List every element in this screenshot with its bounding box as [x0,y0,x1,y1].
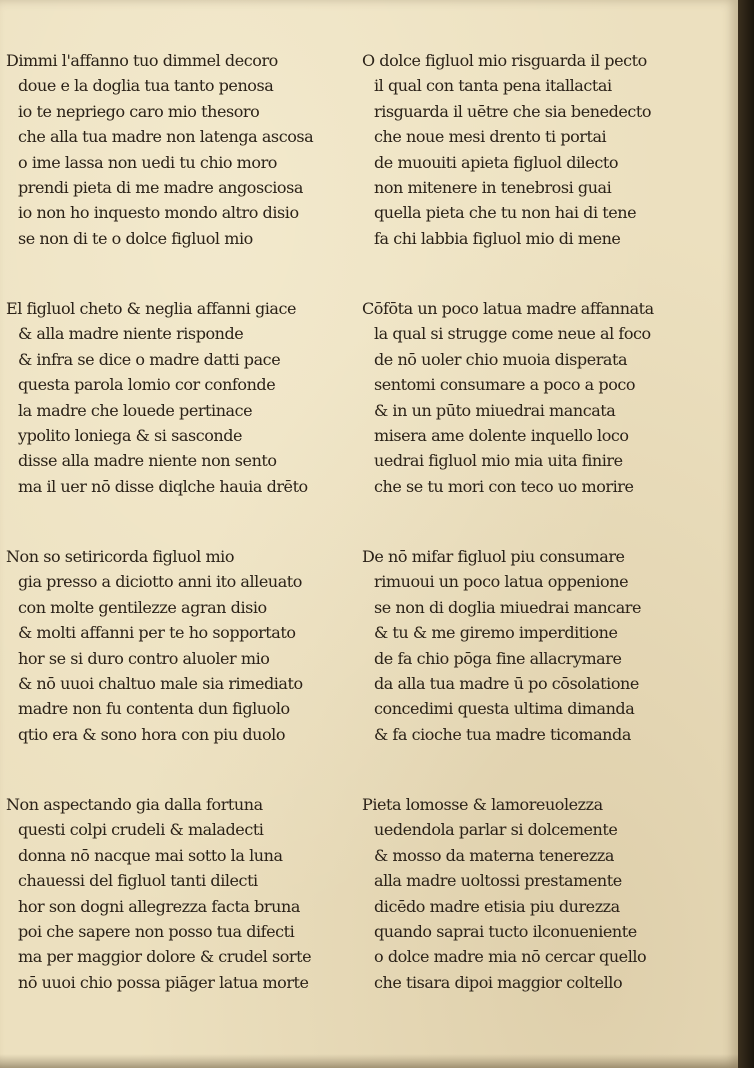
verse-line: ypolito loniega & si sasconde [18,425,243,445]
verse-line: & alla madre niente risponde [18,324,244,344]
stanza [362,544,712,752]
verse-line: poi che sapere non posso tua difecti [18,921,295,941]
verse-line: o ime lassa non uedi tu chio moro [18,152,277,172]
verse-line: questa parola lomio cor confonde [18,375,276,395]
verse-line: prendi pieta di me madre angosciosa [18,177,303,197]
verse-line: & fa cioche tua madre ticomanda [374,724,631,744]
verse-line: quella pieta che tu non hai di tene [374,203,637,223]
verse-line: qtio era & sono hora con piu duolo [18,724,286,744]
verse-line: Dimmi l'affanno tuo dimmel decoro [6,51,278,70]
verse-line: la madre che louede pertinace [18,400,253,420]
verse-line: de muouiti apieta figluol dilecto [374,152,619,172]
verse-line: uedrai figluol mio mia uita finire [374,451,623,471]
page-gutter-edge [738,0,754,1068]
verse-line: hor se si duro contro aluoler mio [18,648,270,668]
verse-line: o dolce madre mia nō cercar quello [374,947,647,967]
verse-line: Cōfōta un poco latua madre affannata [362,299,654,318]
verse-line: de fa chio pōga fine allacrymare [374,648,622,668]
verse-line: da alla tua madre ū po cōsolatione [374,673,639,693]
verse-line: io te nepriego caro mio thesoro [18,101,260,121]
verse-line: donna nō nacque mai sotto la luna [18,845,283,865]
verse-line: fa chi labbia figluol mio di mene [374,228,621,248]
verse-line: io non ho inquesto mondo altro disio [18,203,299,223]
verse-line: il qual con tanta pena itallactai [374,76,612,96]
verse-line: doue e la doglia tua tanto penosa [18,76,274,96]
verse-line: & nō uuoi chaltuo male sia rimediato [18,673,303,693]
verse-line: se non di doglia miuedrai mancare [374,597,641,617]
verse-line: & infra se dice o madre datti pace [18,349,281,369]
verse-line: disse alla madre niente non sento [18,451,277,471]
verse-line: concedimi questa ultima dimanda [374,699,635,719]
verse-line: con molte gentilezze agran disio [18,597,267,617]
verse-line: hor son dogni allegrezza facta bruna [18,896,300,916]
verse-line: & mosso da materna tenerezza [374,845,614,865]
verse-line: El figluol cheto & neglia affanni giace [6,299,297,318]
verse-line: O dolce figluol mio risguarda il pecto [362,51,647,70]
verse-line: Non aspectando gia dalla fortuna [6,795,263,814]
verse-line: che se tu mori con teco uo morire [374,476,634,496]
stanza [362,48,712,256]
verse-line: rimuoui un poco latua oppenione [374,572,629,592]
verse-line: ma per maggior dolore & crudel sorte [18,947,312,967]
stanza [6,792,356,1000]
verse-line: non mitenere in tenebrosi guai [374,177,612,197]
verse-line: ma il uer nō disse diqlche hauia drēto [18,476,308,496]
verse-line: misera ame dolente inquello loco [374,425,629,445]
page-bottom-shadow [0,1054,738,1068]
verse-line: quando saprai tucto ilconueniente [374,921,637,941]
verse-line: sentomi consumare a poco a poco [374,375,636,395]
verse-line: de nō uoler chio muoia disperata [374,349,628,369]
verse-line: nō uuoi chio possa piāger latua morte [18,972,309,992]
right-column [362,48,712,1000]
verse-line: Pieta lomosse & lamoreuolezza [362,795,603,814]
verse-line: che noue mesi drento ti portai [374,127,607,147]
verse-line: uedendola parlar si dolcemente [374,820,618,840]
verse-line: & in un pūto miuedrai mancata [374,400,616,420]
stanza [6,48,356,256]
verse-line: madre non fu contenta dun figluolo [18,699,290,719]
verse-line: gia presso a diciotto anni ito alleuato [18,572,302,592]
verse-line: se non di te o dolce figluol mio [18,228,253,248]
stanza [362,792,712,1000]
stanza [362,296,712,504]
stanza [6,544,356,752]
verse-line: & molti affanni per te ho sopportato [18,623,296,643]
verse-line: & tu & me giremo imperditione [374,623,618,643]
verse-line: dicēdo madre etisia piu durezza [374,896,620,916]
verse-line: la qual si strugge come neue al foco [374,324,651,344]
verse-line: questi colpi crudeli & maladecti [18,820,264,840]
verse-line: Non so setiricorda figluol mio [6,547,235,566]
verse-line: alla madre uoltossi prestamente [374,871,622,891]
verse-line: De nō mifar figluol piu consumare [362,547,625,566]
verse-line: chauessi del figluol tanti dilecti [18,871,258,891]
verse-line: risguarda il uētre che sia benedecto [374,101,652,121]
verse-line: che tisara dipoi maggior coltello [374,972,623,992]
left-column [6,48,356,1000]
stanza [6,296,356,504]
verse-line: che alla tua madre non latenga ascosa [18,127,314,147]
